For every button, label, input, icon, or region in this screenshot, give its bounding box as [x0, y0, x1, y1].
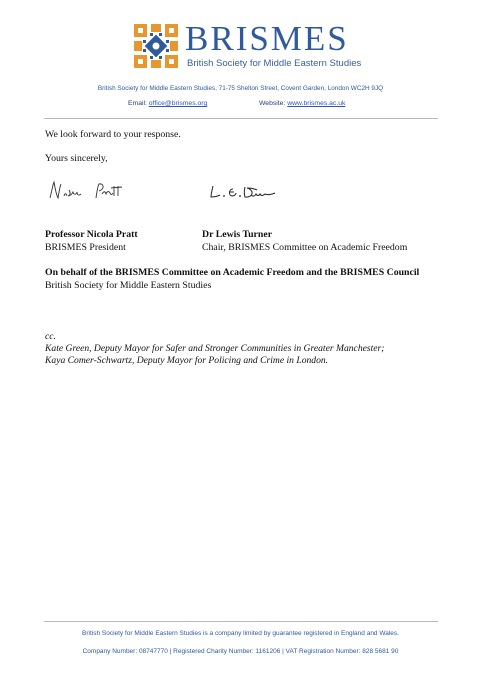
signature-pratt-icon [44, 176, 144, 206]
footer-company-line: British Society for Middle Eastern Studies is a company limited by guarantee registered in England and Wales. [82, 630, 399, 637]
signatory-role: Chair, BRISMES Committee on Academic Freedom [202, 241, 408, 253]
header-divider [44, 118, 438, 119]
signature-turner-icon [207, 180, 292, 204]
cc-recipient: Kate Green, Deputy Mayor for Safer and Stronger Communities in Greater Manchester; [45, 342, 385, 354]
sign-off: Yours sincerely, [45, 153, 108, 164]
website-link[interactable]: www.brismes.ac.uk [287, 100, 346, 107]
cc-block [45, 331, 384, 366]
letterhead [0, 0, 481, 120]
email-label: Email: [128, 100, 147, 107]
closing-line: We look forward to your response. [45, 129, 181, 140]
website-line [259, 100, 345, 107]
footer-registration-line: Company Number: 08747770 | Registered Charity Number: 1161206 | VAT Registration Number: 828 5681 90 [82, 648, 399, 655]
signatory-role: BRISMES President [45, 241, 126, 253]
on-behalf-block [45, 267, 419, 292]
cc-label: cc. [45, 331, 56, 342]
signatory-pratt [45, 229, 138, 254]
society-address: British Society for Middle Eastern Studies, 71-75 Shelton Street, Covent Garden, London WC2H 9JQ [97, 85, 384, 92]
email-line [128, 100, 207, 107]
signatory-turner [202, 229, 407, 254]
cc-recipient: Kaya Comer-Schwartz, Deputy Mayor for Policing and Crime in London. [45, 354, 329, 366]
logo-subtitle: British Society for Middle Eastern Studies [187, 58, 362, 69]
on-behalf-line: On behalf of the BRISMES Committee on Academic Freedom and the BRISMES Council [45, 267, 420, 278]
brismes-logo-icon [134, 24, 178, 68]
footer-divider [44, 621, 438, 622]
website-label: Website: [259, 100, 286, 107]
signatory-name: Dr Lewis Turner [202, 229, 273, 240]
logo-name: BRISMES [185, 19, 349, 58]
email-link[interactable]: office@brismes.org [148, 100, 208, 107]
signatory-name: Professor Nicola Pratt [45, 229, 138, 240]
on-behalf-org: British Society for Middle Eastern Studies [45, 279, 212, 291]
